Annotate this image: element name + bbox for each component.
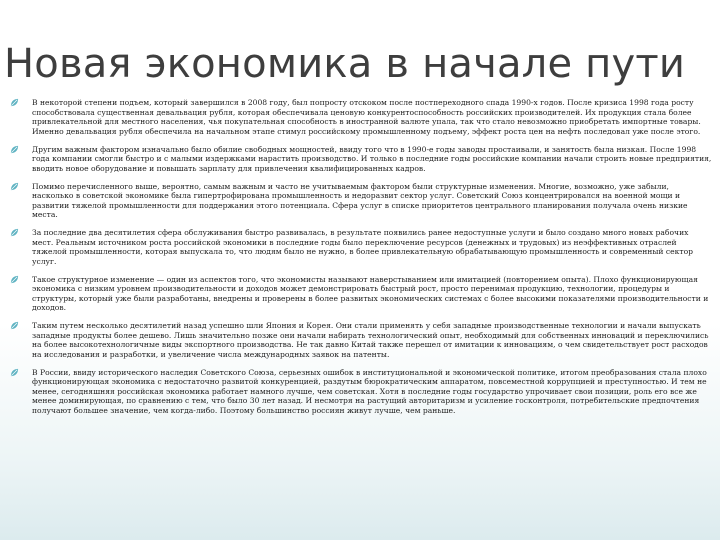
bullet-item [10,145,712,174]
leaf-bullet-icon [10,182,20,192]
leaf-bullet-icon [10,368,20,378]
bullet-text: Помимо перечисленного выше, вероятно, самым важным и часто не учитываемым фактором были структурные изменения. Многие, возможно, уже забыли, насколько в советской экономике была гипертрофирована промышленность и недоразвит сектор услуг. Советский Союз концентрировался на военной мощи и развитии тяжелой промышленности для поддержания этого потенциала. Сфера услуг в списке приоритетов центрального планирования получала очень низкие места. [32,181,688,219]
leaf-bullet-icon [10,321,20,331]
bullet-item [10,228,712,266]
bullet-text: В России, ввиду исторического наследия Советского Союза, серьезных ошибок в институциональной и экономической политике, итогом преобразования стала плохо функционирующая экономика с недостаточно развитой конкуренцией, раздутым бюрократическим аппаратом, повсеместной коррупцией и преступностью. И тем не менее, сегодняшняя российская экономика работает намного лучше, чем советская. Хотя в последние годы государство упрочивает свои позиции, роль его все же менее доминирующая, по сравнению с тем, что было 30 лет назад. И несмотря на растущий авторитаризм и усиление госконтроля, потребительские предпочтения получают большее значение, чем когда-либо. Поэтому большинство россиян живут лучше, чем раньше. [32,367,707,415]
bullet-text: Такое структурное изменение — один из аспектов того, что экономисты называют наверстыванием или имитацией (повторением опыта). Плохо функционирующая экономика с низким уровнем производительности и доходов может демонстрировать быстрый рост, просто перенимая продукцию, технологии, процедуры и структуры, который уже были разработаны, внедрены и проверены в более развитых экономических системах с более высокими показателями производительности и доходов. [32,274,709,312]
leaf-bullet-icon [10,145,20,155]
bullet-text: В некоторой степени подъем, который завершился в 2008 году, был попросту отскоком после постпереходного спада 1990-х годов. После кризиса 1998 года росту способствовала существенная девальвация рубля, которая обеспечивала ценовую конкурентоспособность российских производителей. Их продукция стала более привлекательной для местного населения, чья покупательная способность в иностранной валюте упала, так что стало невозможно приобретать импортные товары. Именно девальвация рубля обеспечила на начальном этапе стимул российскому промышленному подъему, эффект роста цен на нефть последовал уже после этого. [32,98,701,136]
bullet-text: Другим важным фактором изначально было обилие свободных мощностей, ввиду того что в 1990-е годы заводы простаивали, и занятость была низкая. После 1998 года компании смогли быстро и с малыми издержками нарастить производство. И только в последние годы российские компании начали строить новые предприятия, вводить новое оборудование и повышать зарплату для привлечения квалифицированных кадров. [32,144,712,173]
slide-title: Новая экономика в начале пути [4,41,686,87]
bullet-text: Таким путем несколько десятилетий назад успешно шли Япония и Корея. Они стали применять у себя западные производственные технологии и начали выпускать западные продукты более дешево. Лишь значительно позже они начали набирать технологический опыт, необходимый для собственных инноваций и переключились на более высокотехнологичные виды экспортного производства. Не так давно Китай также перешел от имитации к инновациям, о чем свидетельствует рост расходов на исследования и разработки, и увеличение числа международных заявок на патенты. [32,321,709,359]
bullet-list [10,98,712,424]
leaf-bullet-icon [10,275,20,285]
bullet-item [10,321,712,359]
bullet-item [10,98,712,136]
leaf-bullet-icon [10,98,20,108]
leaf-bullet-icon [10,228,20,238]
bullet-item [10,275,712,313]
bullet-item [10,182,712,220]
bullet-text: За последние два десятилетия сфера обслуживания быстро развивалась, в результате появились ранее недоступные услуги и было создано много новых рабочих мест. Реальным источником роста российской экономики в последние годы было переключение ресурсов (денежных и трудовых) из неэффективных отраслей тяжелой промышленности, которая выпускала то, что людям было не нужно, в более привлекательную обрабатывающую промышленность и современный сектор услуг. [32,228,694,266]
bullet-item [10,368,712,416]
